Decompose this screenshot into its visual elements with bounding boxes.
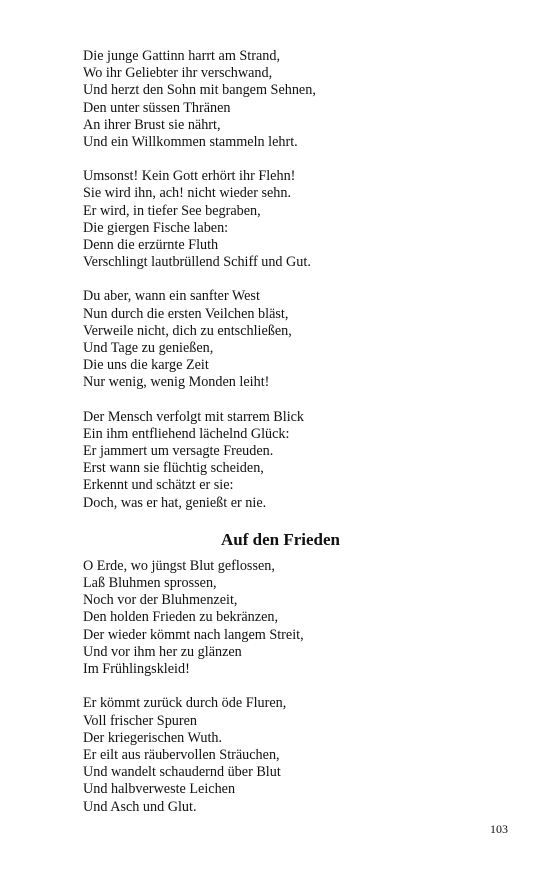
verse-line: Doch, was er hat, genießt er nie. xyxy=(83,494,267,511)
verse-line: Voll frischer Spuren xyxy=(83,712,198,729)
verse-line: Er kömmt zurück durch öde Fluren, xyxy=(83,695,287,712)
verse-line: Nun durch die ersten Veilchen bläst, xyxy=(83,305,289,322)
poem2-stanza-1 xyxy=(83,558,503,678)
verse-line: Der Mensch verfolgt mit starrem Blick xyxy=(83,408,305,425)
verse-line: Und halbverweste Leichen xyxy=(83,781,236,798)
verse-line: Verweile nicht, dich zu entschließen, xyxy=(83,322,292,339)
verse-line: Und herzt den Sohn mit bangem Sehnen, xyxy=(83,82,316,99)
verse-line: Er wird, in tiefer See begraben, xyxy=(83,202,261,219)
verse-line: Und ein Willkommen stammeln lehrt. xyxy=(83,134,298,151)
poem-title: Auf den Frieden xyxy=(221,529,340,549)
verse-line: Ein ihm entfliehend lächelnd Glück: xyxy=(83,425,290,442)
verse-line: Erst wann sie flüchtig scheiden, xyxy=(83,460,264,477)
poem2-stanza-2 xyxy=(83,695,503,815)
verse-line: Der kriegerischen Wuth. xyxy=(83,729,223,746)
verse-line: Die uns die karge Zeit xyxy=(83,357,209,374)
verse-line: Du aber, wann ein sanfter West xyxy=(83,288,260,305)
poem1-stanza-2 xyxy=(83,168,503,271)
verse-line: Erkennt und schätzt er sie: xyxy=(83,477,234,494)
poem1-stanza-1 xyxy=(83,48,503,151)
verse-line: Sie wird ihn, ach! nicht wieder sehn. xyxy=(83,185,292,202)
verse-line: Die junge Gattinn harrt am Strand, xyxy=(83,48,280,64)
verse-line: Im Frühlingskleid! xyxy=(83,661,190,678)
verse-line: Nur wenig, wenig Monden leiht! xyxy=(83,374,270,391)
poem1-stanza-3 xyxy=(83,288,503,391)
verse-line: Er jammert um versagte Freuden. xyxy=(83,443,274,460)
verse-line: Noch vor der Bluhmenzeit, xyxy=(83,592,238,609)
verse-line: Der wieder kömmt nach langem Streit, xyxy=(83,626,304,643)
verse-line: Laß Bluhmen sprossen, xyxy=(83,575,217,592)
verse-line: O Erde, wo jüngst Blut geflossen, xyxy=(83,557,275,574)
verse-line: Und Asch und Glut. xyxy=(83,798,197,815)
verse-line: Er eilt aus räubervollen Sträuchen, xyxy=(83,746,280,763)
verse-line: Den holden Frieden zu bekränzen, xyxy=(83,609,279,626)
verse-line: Den unter süssen Thränen xyxy=(83,99,231,116)
verse-line: Wo ihr Geliebter ihr verschwand, xyxy=(83,65,273,82)
verse-line: Verschlingt lautbrüllend Schiff und Gut. xyxy=(83,254,311,271)
verse-line: Die giergen Fische laben: xyxy=(83,219,229,236)
verse-line: Umsonst! Kein Gott erhört ihr Flehn! xyxy=(83,168,296,185)
page-number: 103 xyxy=(490,822,508,836)
verse-line: Und vor ihm her zu glänzen xyxy=(83,643,242,660)
poem1-stanza-4 xyxy=(83,409,503,512)
verse-line: Und Tage zu genießen, xyxy=(83,340,214,357)
verse-line: Denn die erzürnte Fluth xyxy=(83,237,219,254)
verse-line: An ihrer Brust sie nährt, xyxy=(83,116,221,133)
verse-line: Und wandelt schaudernd über Blut xyxy=(83,764,281,781)
page-body xyxy=(83,48,503,833)
